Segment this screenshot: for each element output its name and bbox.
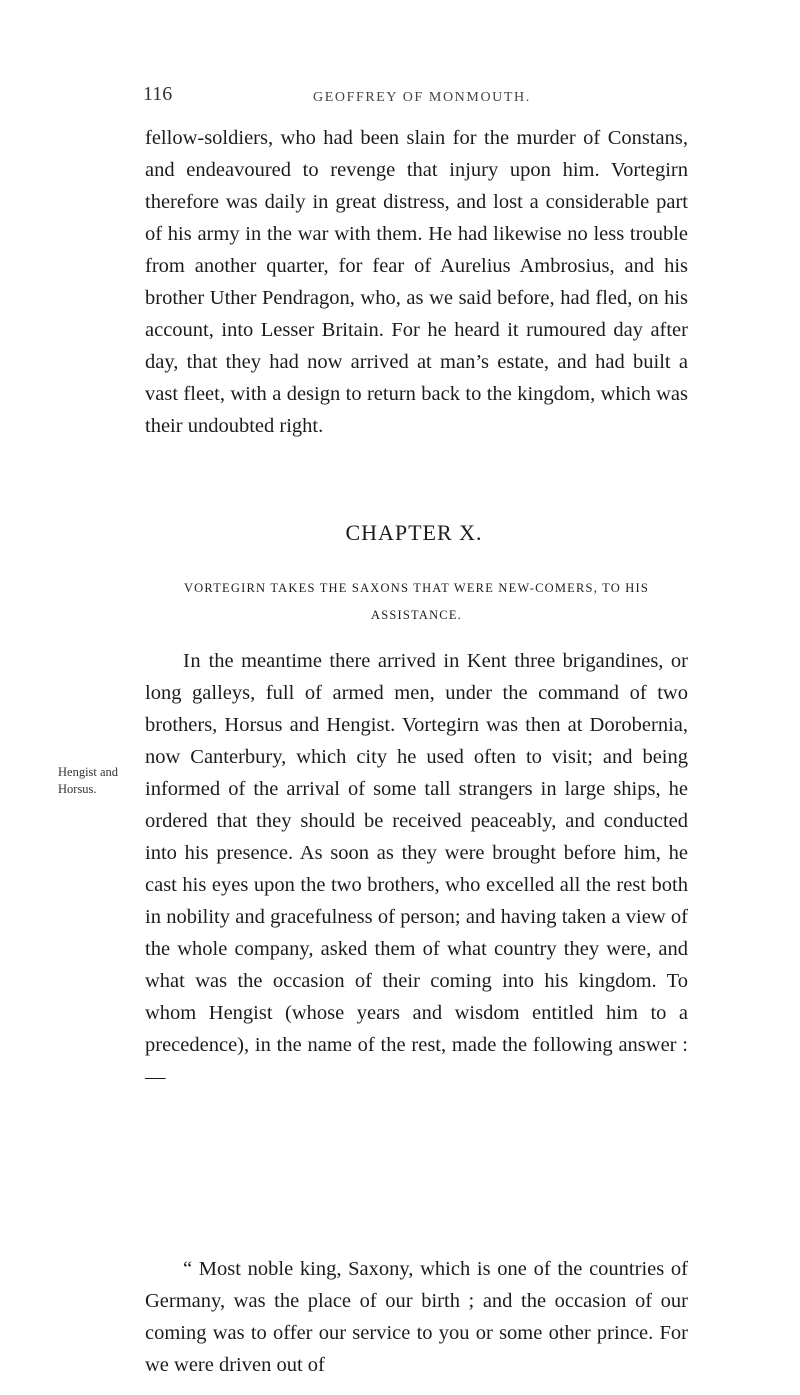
paragraph-speech: [145, 1253, 688, 1381]
paragraph-speech-text: “ Most noble king, Saxony, which is one of the countries of Germany, was the place of our birth ; and the occasion of our coming was to offer our service to you or some other prince. For we were driven out of: [145, 1258, 688, 1376]
chapter-title: CHAPTER X.: [345, 520, 483, 545]
paragraph-chapter-opening-text: the meantime there arrived in Kent three brigandines, or long galleys, full of armed men, under the command of two brothers, Horsus and Hengist. Vortegirn was then at Dorobernia, now Canterbury, which city he used often to visit; and being informed of the arrival of some tall strangers in large ships, he ordered that they should be received peaceably, and conducted into his presence. As soon as they were brought before him, he cast his eyes upon the two brothers, who excelled all the rest both in nobility and gracefulness of person; and having taken a view of the whole company, asked them of what country they were, and what was the occasion of their coming into his kingdom. To whom Hengist (whose years and wisdom entitled him to a precedence), in the name of the rest, made the following answer :—: [145, 650, 688, 1088]
chapter-subtitle: VORTEGIRN TAKES THE SAXONS THAT WERE NEW-COMERS, TO HIS ASSISTANCE.: [183, 581, 650, 622]
margin-note-line1: Hengist and: [58, 765, 119, 779]
margin-note-line2: Horsus.: [58, 782, 97, 796]
running-head: GEOFFREY OF MONMOUTH.: [313, 90, 531, 105]
paragraph-continuation: fellow-soldiers, who had been slain for the murder of Constans, and endeavoured to revenge that injury upon him. Vortegirn therefore was daily in great distress, and lost a considerable part of his army in the war with them. He had likewise no less trouble from another quarter, for fear of Aurelius Ambrosius, and his brother Uther Pendragon, who, as we said before, had fled, on his account, into Lesser Britain. For he heard it rumoured day after day, that they had now arrived at man’s estate, and had built a vast fleet, with a design to return back to the kingdom, which was their undoubted right.: [145, 127, 688, 437]
paragraph-chapter-opening: [145, 645, 688, 1093]
page-number: 116: [143, 83, 173, 105]
paragraph-chapter-opening-body: [145, 645, 688, 1093]
margin-note: [58, 764, 118, 798]
drop-word: In: [183, 650, 202, 672]
